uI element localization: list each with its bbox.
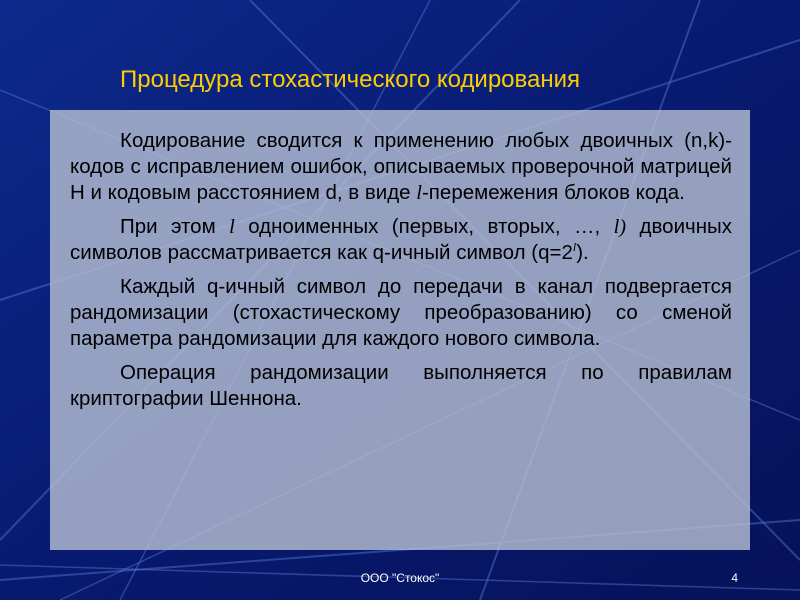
paragraph-2-text-b: одноименных (первых, вторых, …, <box>234 215 614 238</box>
page-number: 4 <box>731 571 738 585</box>
paragraph-1-text-a: Кодирование сводится к применению любых двоичных (n,k)-кодов с исправлением ошибок, описываемых проверочной матрицей H и кодовым расстоянием d, в виде <box>70 129 732 204</box>
symbol-l: l <box>416 182 422 204</box>
paragraph-2-text-c: двоичных символов рассматривается как q-ичный символ (q=2 <box>70 215 733 264</box>
paragraph-3: Каждый q-ичный символ до передачи в канал подвергается рандомизации (стохастическому преобразованию) со сменой параметра рандомизации для каждого нового символа. <box>70 275 732 350</box>
symbol-l: l <box>229 216 235 238</box>
footer-company: ООО "Стокос" <box>360 571 440 585</box>
paragraph-2 <box>70 214 732 266</box>
paragraph-1-text-b: -перемежения блоков кода. <box>421 181 685 204</box>
body-text <box>70 128 732 420</box>
symbol-l-paren: l) <box>613 216 627 238</box>
paragraph-2-text-a: При этом <box>120 215 230 238</box>
paragraph-4: Операция рандомизации выполняется по правилам криптографии Шеннона. <box>70 361 732 410</box>
paragraph-1 <box>70 128 732 206</box>
paragraph-2-text-d: ). <box>576 241 589 264</box>
slide-title: Процедура стохастического кодирования <box>120 66 581 93</box>
exponent-l: l <box>572 240 577 255</box>
